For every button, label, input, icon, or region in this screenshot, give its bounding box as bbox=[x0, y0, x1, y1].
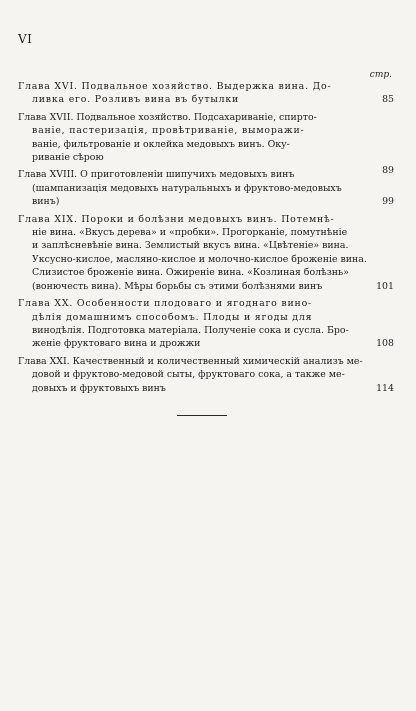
section-divider bbox=[177, 415, 227, 416]
toc-entry bbox=[18, 297, 394, 351]
toc-entry-line: винодѣлія. Подготовка матеріала. Полученіе сока и сусла. Бро- bbox=[32, 324, 349, 336]
toc-page-ref: 108 bbox=[376, 338, 394, 350]
toc-entry-line: Глава XVI. Подвальное хозяйство. Выдержка вина. До- bbox=[18, 81, 332, 92]
toc-entry-line: Глава XXI. Качественный и количественный химическій анализъ ме- bbox=[18, 355, 363, 367]
toc-entry-line: винъ) bbox=[32, 196, 60, 208]
toc-entry-line: довыхъ и фруктовыхъ винъ bbox=[32, 382, 166, 394]
toc-entry-line: женіе фруктоваго вина и дрожжи bbox=[32, 338, 201, 350]
toc-entry-line: ваніе, пастеризація, провѣтриваніе, выморажи- bbox=[32, 125, 305, 137]
toc-entry-line: Глава XIX. Пороки и болѣзни медовыхъ винъ. Потемнѣ- bbox=[18, 213, 335, 225]
toc-entry-line: и заплѣсневѣніе вина. Землистый вкусъ вина. «Цвѣтеніе» вина. bbox=[32, 240, 349, 252]
toc-entry-line: довой и фруктово-медовой сыты, фруктоваго сока, а также ме- bbox=[32, 369, 345, 381]
toc-entry-line: ніе вина. «Вкусъ дерева» и «пробки». Прогорканіе, помутнѣніе bbox=[32, 227, 348, 239]
toc-entry-line: дѣлія домашнимъ способомъ. Плоды и ягоды для bbox=[32, 311, 313, 323]
toc-entry-line: Глава XVIII. О приготовленіи шипучихъ медовыхъ винъ bbox=[18, 169, 295, 181]
toc-page-ref: 89 bbox=[382, 165, 394, 177]
toc-page-ref: 99 bbox=[382, 196, 394, 208]
toc-entry bbox=[18, 355, 394, 395]
toc-entry-line: риваніе сѣрою bbox=[32, 152, 104, 164]
toc-entry-line: Глава XX. Особенности плодоваго и ягоднаго вино- bbox=[18, 298, 312, 310]
toc-entry-line: ливка его. Розливъ вина въ бутылки bbox=[32, 94, 240, 106]
toc-page-ref: 101 bbox=[376, 280, 394, 292]
toc-entry-line: Уксусно-кислое, масляно-кислое и молочно-кислое броженіе вина. bbox=[32, 253, 367, 265]
toc-entry bbox=[18, 80, 394, 107]
toc-entry-line: (вонючесть вина). Мѣры борьбы съ этими болѣзнями винъ bbox=[32, 280, 323, 292]
toc-entry bbox=[18, 168, 394, 208]
toc-page-ref: 85 bbox=[382, 94, 394, 106]
toc-entry-line: Глава XVII. Подвальное хозяйство. Подсахариваніе, спирто- bbox=[18, 111, 317, 123]
table-of-contents bbox=[18, 80, 394, 399]
toc-entry-line: (шампанизація медовыхъ натуральныхъ и фруктово-медовыхъ bbox=[32, 182, 342, 194]
toc-page-ref: 114 bbox=[376, 382, 394, 394]
page-column-header: стр. bbox=[369, 70, 392, 80]
toc-entry-line: Слизистое броженіе вина. Ожиреніе вина. «Козлиная болѣзнь» bbox=[32, 267, 349, 279]
toc-entry-line: ваніе, фильтрованіе и оклейка медовыхъ винъ. Оку- bbox=[32, 138, 290, 150]
page-number: VI bbox=[18, 32, 33, 46]
toc-entry bbox=[18, 213, 394, 293]
